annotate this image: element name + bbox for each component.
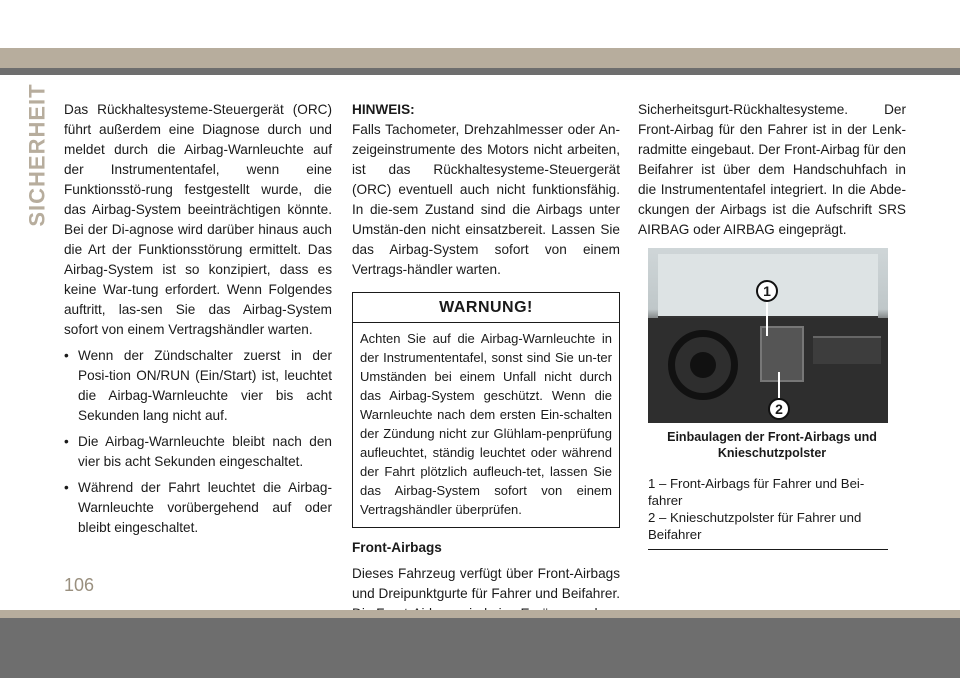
bottom-tan-band bbox=[0, 610, 960, 618]
section-tab-label: SICHERHEIT bbox=[25, 82, 50, 227]
dashboard-airbag-photo bbox=[648, 248, 888, 423]
top-gray-band bbox=[0, 68, 960, 75]
column-1 bbox=[64, 100, 332, 544]
warning-conditions-list bbox=[64, 346, 332, 538]
airbag-location-paragraph: Sicherheitsgurt-Rückhaltesysteme. Der Front-Airbag für den Fahrer ist in der Lenk-radmitte eingebaut. Der Front-Airbag für den Beifahrer ist über dem Handschuhfach in die Instrumententafel integriert. In die Abde-ckungen der Airbags ist die Aufschrift SRS AIRBAG oder AIRBAG eingeprägt. bbox=[638, 102, 906, 237]
callout-2: 2 bbox=[768, 398, 790, 420]
figure-legend bbox=[648, 475, 888, 543]
intro-paragraph: Das Rückhaltesysteme-Steuergerät (ORC) führt außerdem eine Diagnose durch und meldet durch die Airbag-Warnleuchte auf der Instrumententafel, wenn eine Funktionsstö-rung festgestellt wurde, die das Airbag-System beeinträchtigen könnte. Bei der Di-agnose wird darüber hinaus auch die Art der Funktionsstörung ermittelt. Das Airbag-System ist so konzipiert, dass es keine War-tung erfordert. Wenn Folgendes auftritt, las-sen Sie das Airbag-System sofort von einem Vertragshändler warten. bbox=[64, 102, 332, 337]
legend-divider bbox=[648, 549, 888, 550]
note-paragraph: Falls Tachometer, Drehzahlmesser oder An-zeigeinstrumente des Motors nicht arbeiten, ist das Rückhaltesysteme-Steuergerät (ORC) eventuell auch nicht funktionsfähig. In die-sem Zustand sind die Airbags unter Umstän-den nicht einsatzbereit. Lassen Sie das Airbag-System sofort von einem Vertrags-händler warten. bbox=[352, 122, 620, 277]
top-tan-band bbox=[0, 48, 960, 68]
callout-1: 1 bbox=[756, 280, 778, 302]
front-airbags-heading: Front-Airbags bbox=[352, 540, 442, 555]
list-item: • Während der Fahrt leuchtet die Airbag-Warnleuchte vorübergehend auf oder bleibt eingeschaltet. bbox=[64, 478, 332, 538]
note-heading: HINWEIS: bbox=[352, 102, 415, 117]
warning-box bbox=[352, 292, 620, 528]
warning-text: Achten Sie auf die Airbag-Warnleuchte in der Instrumententafel, sonst sind Sie un-ter Umständen bei einem Unfall nicht durch das Airbag-System geschützt. Wenn die Warnleuchte nach dem ersten Ein-schalten der Zündung nicht zur Glühlam-penprüfung aufleuchtet, ständig leuchtet oder während der Fahrt plötzlich aufleuch-tet, lassen Sie das Airbag-System sofort von einem Vertragshändler überprüfen. bbox=[360, 331, 612, 517]
warning-title: WARNUNG! bbox=[353, 293, 619, 323]
page-number: 106 bbox=[64, 575, 95, 595]
legend-item-2: 2 – Knieschutzpolster für Fahrer und Beifahrer bbox=[648, 510, 862, 542]
column-2 bbox=[352, 100, 620, 624]
legend-item-1: 1 – Front-Airbags für Fahrer und Bei-fahrer bbox=[648, 476, 865, 508]
figure-caption: Einbaulagen der Front-Airbags und Knieschutzpolster bbox=[667, 430, 877, 460]
column-3 bbox=[638, 100, 906, 550]
list-item: • Wenn der Zündschalter zuerst in der Posi-tion ON/RUN (Ein/Start) ist, leuchtet die Airbag-Warnleuchte vier bis acht Sekunden lang nicht auf. bbox=[64, 346, 332, 426]
bottom-gray-band bbox=[0, 618, 960, 678]
front-airbags-paragraph: Dieses Fahrzeug verfügt über Front-Airbags und Dreipunktgurte für Fahrer und Beifahrer. bbox=[352, 566, 620, 601]
list-item: • Die Airbag-Warnleuchte bleibt nach den vier bis acht Sekunden eingeschaltet. bbox=[64, 432, 332, 472]
section-tab bbox=[24, 82, 52, 227]
